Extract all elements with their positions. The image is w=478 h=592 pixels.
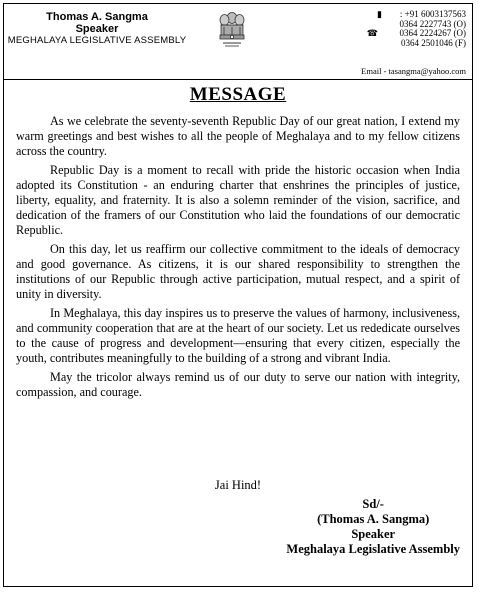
message-body: [16, 114, 460, 404]
paragraph: As we celebrate the seventy-seventh Republic Day of our great nation, I extend my warm greetings and best wishes to all the people of Meghalaya and to my fellow citizens across the country.: [16, 114, 460, 158]
contact-block: [316, 10, 466, 48]
paragraph: On this day, let us reaffirm our collective commitment to the ideals of democracy and good governance. As citizens, it is our shared responsibility to strengthen the institutions of our Republic through active participation, mutual respect, and a spirit of unity in diversity.: [16, 242, 460, 301]
mobile-phone-icon: ▮: [377, 9, 382, 19]
signature-block: [286, 497, 460, 557]
letter-frame: [3, 3, 473, 587]
contact-text: 0364 2501046 (F): [401, 37, 466, 48]
sender-block: [4, 11, 190, 47]
contact-text: 0364 2224267 (O): [399, 28, 466, 39]
sender-organisation: MEGHALAYA LEGISLATIVE ASSEMBLY: [7, 35, 187, 46]
closing-salutation: Jai Hind!: [214, 478, 262, 492]
contact-text: 0364 2227743 (O): [399, 18, 466, 29]
signatory-organisation: Meghalaya Legislative Assembly: [286, 542, 460, 556]
email-address: Email - tasangma@yahoo.com: [361, 66, 466, 76]
state-emblem-icon: [215, 10, 249, 50]
signatory-role: Speaker: [351, 527, 396, 541]
telephone-icon: ☎: [366, 28, 378, 39]
paragraph: Republic Day is a moment to recall with pride the historic occasion when India adopted its Constitution - an enduring charter that enshrines the principles of justice, liberty, equality, and fraternity. It is also a solemn reminder of the vision, sacrifice, and dedication of the framers of our Constitution who laid the foundations of our democratic Republic.: [16, 163, 460, 237]
sender-name: Thomas A. Sangma: [46, 11, 148, 23]
letterhead: [4, 4, 472, 80]
sender-role: Speaker: [75, 23, 119, 35]
paragraph: In Meghalaya, this day inspires us to preserve the values of harmony, inclusiveness, and community cooperation that are at the heart of our society. Let us rededicate ourselves to the cause of progress and development—ensuring that every citizen, especially the youth, contributes meaningfully to the building of a strong and vibrant India.: [16, 306, 460, 365]
signatory-name: (Thomas A. Sangma): [317, 512, 430, 526]
contact-text: : +91 6003137563: [399, 9, 466, 19]
signature-sd: Sd/-: [362, 497, 384, 511]
contact-row: [316, 39, 466, 49]
paragraph: May the tricolor always remind us of our duty to serve our nation with integrity, compassion, and courage.: [16, 370, 460, 399]
message-title: MESSAGE: [189, 84, 287, 105]
